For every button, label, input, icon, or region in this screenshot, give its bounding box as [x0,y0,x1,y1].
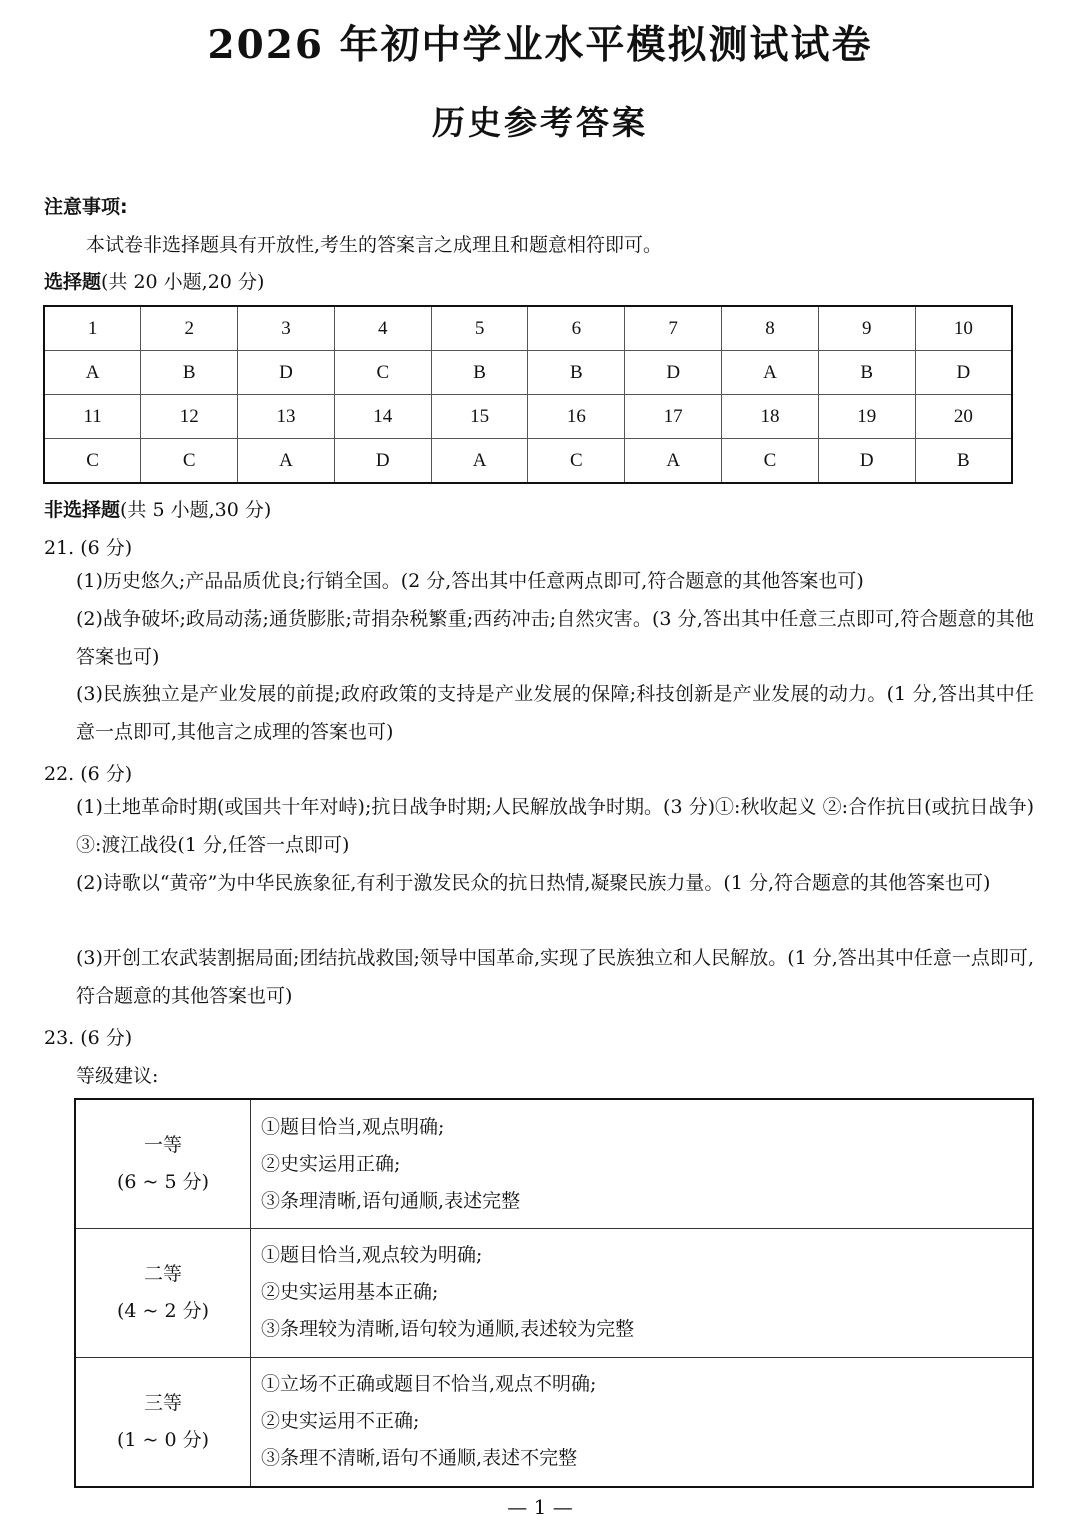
question-number-cell: 12 [141,395,238,439]
question-number-cell: 8 [722,306,819,351]
grade-level-cell [75,1229,251,1358]
choice-heading-note: (共 20 小题,20 分) [101,271,265,293]
answer-cell: C [528,439,625,484]
question-number-cell: 10 [915,306,1012,351]
question-number-cell: 13 [238,395,335,439]
question-number-cell: 6 [528,306,625,351]
nonchoice-heading-note: (共 5 小题,30 分) [120,499,272,521]
grade-heading: 等级建议: [76,1065,159,1087]
question-number-cell: 11 [44,395,141,439]
q21-answer-3: (3)民族独立是产业发展的前提;政府政策的支持是产业发展的保障;科技创新是产业发展的动力。(1 分,答出其中任意一点即可,其他言之成理的答案也可) [76,683,1034,743]
grade-row [75,1357,1033,1487]
answer-cell: D [915,351,1012,395]
question-number-cell: 20 [915,395,1012,439]
grade-score: (6 ~ 5 分) [116,1171,210,1193]
q21-label: 21. (6 分) [44,537,133,559]
grade-criterion: ③条理清晰,语句通顺,表述完整 [261,1189,521,1212]
answer-cell: C [722,439,819,484]
question-number-cell: 5 [431,306,528,351]
q22-answer-2: (2)诗歌以“黄帝”为中华民族象征,有利于激发民众的抗日热情,凝聚民族力量。(1 分,符合题意的其他答案也可) [76,872,991,894]
grade-criterion: ①题目恰当,观点明确; [261,1115,445,1138]
grade-criterion: ③条理不清晰,语句不通顺,表述不完整 [261,1447,578,1470]
grade-criteria-cell [251,1099,1034,1229]
grade-table [74,1098,1034,1488]
answer-cell: D [625,351,722,395]
answer-cell: B [818,351,915,395]
grade-criterion: ②史实运用正确; [261,1152,401,1175]
question-number-cell: 4 [334,306,431,351]
grade-row [75,1099,1033,1229]
grade-score: (1 ~ 0 分) [116,1428,210,1451]
answer-cell: B [915,439,1012,484]
answer-cell: A [722,351,819,395]
choice-answer-table [43,305,1013,484]
q22-label: 22. (6 分) [44,763,133,785]
question-number-cell: 14 [334,395,431,439]
page-number: — 1 — [507,1495,573,1519]
grade-criteria-cell [251,1229,1034,1358]
question-number-cell: 19 [818,395,915,439]
question-number-cell: 2 [141,306,238,351]
notice-text: 本试卷非选择题具有开放性,考生的答案言之成理且和题意相符即可。 [86,234,663,256]
q21-answer-1: (1)历史悠久;产品品质优良;行销全国。(2 分,答出其中任意两点即可,符合题意的其他答案也可) [76,570,864,592]
answer-cell: C [334,351,431,395]
grade-criterion: ②史实运用不正确; [261,1410,420,1433]
document-subtitle: 历史参考答案 [432,103,648,142]
answer-cell: B [528,351,625,395]
grade-level-cell [75,1357,251,1487]
grade-level: 三等 [143,1391,182,1414]
grade-level: 二等 [143,1262,182,1285]
question-number-cell: 3 [238,306,335,351]
question-number-row [44,395,1012,439]
answer-cell: D [334,439,431,484]
notice-heading: 注意事项: [44,196,128,218]
answer-row [44,351,1012,395]
question-number-cell: 16 [528,395,625,439]
grade-criterion: ①题目恰当,观点较为明确; [261,1244,483,1267]
nonchoice-heading-label: 非选择题 [44,499,121,521]
question-number-cell: 17 [625,395,722,439]
grade-criteria-cell [251,1357,1034,1487]
answer-cell: C [141,439,238,484]
answer-cell: C [44,439,141,484]
q22-answer-3: (3)开创工农武装割据局面;团结抗战救国;领导中国革命,实现了民族独立和人民解放。(1 分,答出其中任意一点即可,符合题意的其他答案也可) [76,947,1034,1007]
grade-score: (4 ~ 2 分) [116,1299,210,1322]
answer-cell: D [238,351,335,395]
question-number-cell: 15 [431,395,528,439]
question-number-cell: 9 [818,306,915,351]
answer-cell: B [431,351,528,395]
answer-cell: A [238,439,335,484]
q23-label: 23. (6 分) [44,1027,133,1049]
question-number-cell: 1 [44,306,141,351]
choice-heading-label: 选择题 [44,271,102,293]
answer-cell: A [625,439,722,484]
grade-level: 一等 [143,1134,182,1156]
grade-criterion: ③条理较为清晰,语句较为通顺,表述较为完整 [261,1318,635,1341]
grade-row [75,1229,1033,1358]
nonchoice-heading [44,495,271,522]
question-number-cell: 7 [625,306,722,351]
q22-answer-1: (1)土地革命时期(或国共十年对峙);抗日战争时期;人民解放战争时期。(3 分)①:秋收起义 ②:合作抗日(或抗日战争) ③:渡江战役(1 分,任答一点即可) [76,796,1034,856]
document-title: 2026 年初中学业水平模拟测试试卷 [207,22,873,68]
choice-heading [44,267,264,294]
question-number-row [44,306,1012,351]
grade-criterion: ②史实运用基本正确; [261,1281,439,1304]
q21-answer-2: (2)战争破坏;政局动荡;通货膨胀;苛捐杂税繁重;西药冲击;自然灾害。(3 分,答出其中任意三点即可,符合题意的其他答案也可) [76,608,1034,668]
answer-cell: A [431,439,528,484]
answer-cell: A [44,351,141,395]
answer-row [44,439,1012,484]
answer-cell: D [818,439,915,484]
grade-criterion: ①立场不正确或题目不恰当,观点不明确; [261,1373,597,1396]
answer-cell: B [141,351,238,395]
grade-level-cell [75,1099,251,1229]
question-number-cell: 18 [722,395,819,439]
